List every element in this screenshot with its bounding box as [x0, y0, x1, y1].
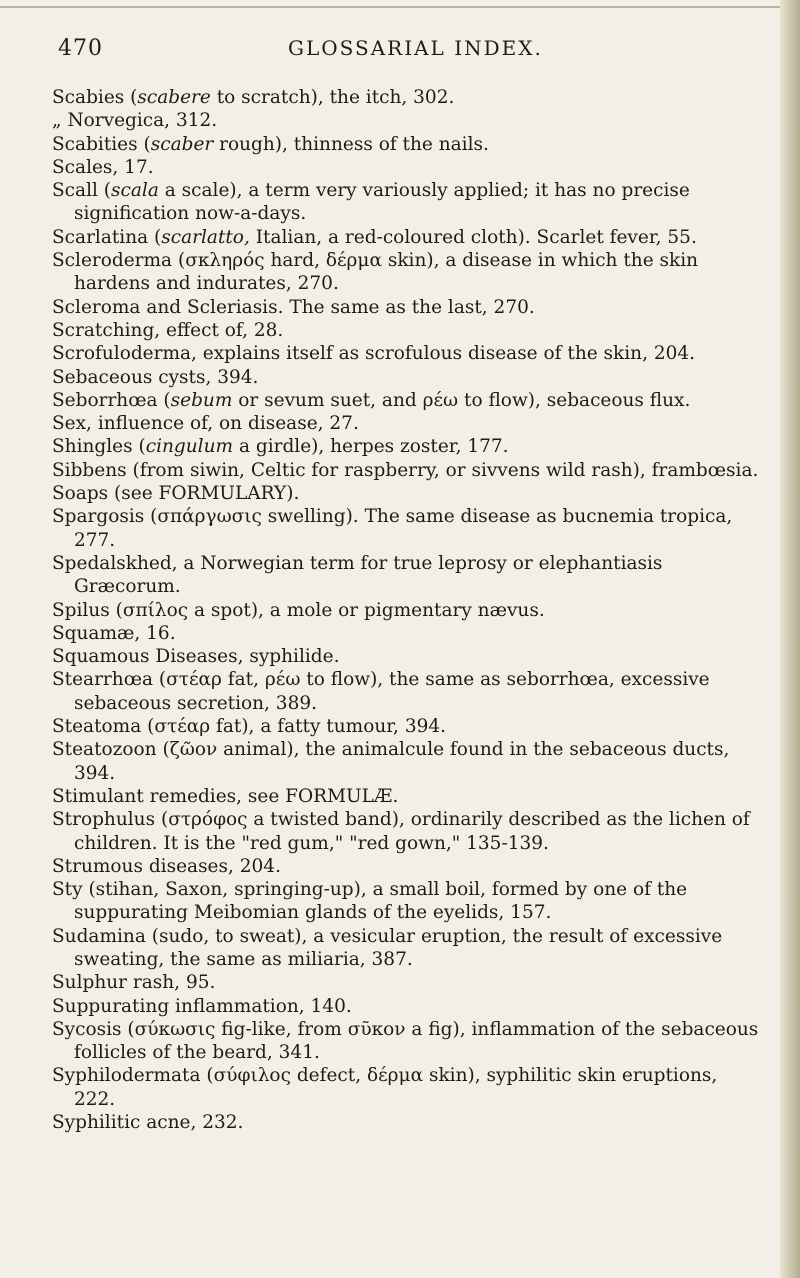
- glossary-entry: [52, 249, 764, 296]
- glossary-entry: [52, 878, 764, 925]
- glossary-entry: [52, 808, 764, 855]
- glossary-entry: [52, 925, 764, 972]
- page-number: 470: [58, 36, 103, 61]
- entry-etymology: scala: [111, 180, 159, 202]
- entry-etymology: sebum: [170, 389, 233, 411]
- glossary-entry: [52, 366, 764, 389]
- glossary-entry: [52, 389, 764, 412]
- glossary-entry: [52, 109, 764, 132]
- glossary-entry: [52, 738, 764, 785]
- entry-term: Scales, 17.: [52, 156, 154, 178]
- glossary-entry: [52, 459, 764, 482]
- running-head: GLOSSARIAL INDEX.: [288, 36, 543, 60]
- entry-paren: (: [157, 389, 171, 411]
- entry-term: Scabies: [52, 87, 125, 108]
- glossary-entry: [52, 86, 764, 109]
- entry-definition: Italian, a red-coloured cloth). Scarlet fever, 55.: [249, 226, 697, 248]
- glossary-entry: [52, 995, 764, 1018]
- glossary-entry: [52, 505, 764, 552]
- entry-definition: rough), thinness of the nails.: [213, 133, 489, 155]
- entry-definition: (σύφιλος defect, δέρμα skin), syphilitic skin eruptions, 222.: [74, 1065, 718, 1110]
- glossary-entry: [52, 1018, 764, 1065]
- entry-term: Sibbens (from siwin, Celtic for raspberry, or sivvens wild rash), frambœsia.: [52, 459, 759, 481]
- entry-etymology: scabere: [137, 87, 211, 108]
- glossary-entry: [52, 179, 764, 226]
- entry-paren: (: [137, 133, 151, 155]
- entry-term: Syphilodermata: [52, 1065, 201, 1087]
- entry-paren: (: [97, 180, 112, 202]
- entry-term: Sty (stihan, Saxon, springing-up), a small boil, formed by one of the suppurating Meibomian glands of the eyelids, 157.: [52, 879, 688, 924]
- entry-term: Syphilitic acne, 232.: [52, 1112, 244, 1134]
- entry-definition: (στέαρ fat), a fatty tumour, 394.: [141, 716, 447, 738]
- entry-term: Stearrhœa: [52, 669, 154, 691]
- entry-definition: (σπάργωσις swelling). The same disease as bucnemia tropica, 277.: [74, 506, 733, 551]
- entry-term: Scarlatina: [52, 226, 149, 248]
- glossary-entry: [52, 319, 764, 342]
- glossary-entry: [52, 855, 764, 878]
- entry-definition: (στέαρ fat, ρέω to flow), the same as seborrhœa, excessive sebaceous secretion, 389.: [74, 669, 710, 714]
- entry-term: Sudamina (sudo, to sweat), a vesicular eruption, the result of excessive sweating, the same as miliaria, 387.: [52, 925, 723, 970]
- entry-definition: (σκληρός hard, δέρμα skin), a disease in which the skin hardens and indurates, 270.: [74, 250, 699, 295]
- glossary-entry: [52, 482, 764, 505]
- entry-definition: (ζῶον animal), the animalcule found in the sebaceous ducts, 394.: [74, 739, 730, 784]
- glossary-entry: [52, 226, 764, 249]
- entry-term: Sex, influence of, on disease, 27.: [52, 413, 359, 435]
- entry-definition: a scale), a term very variously applied; it has no precise signification now-a-days.: [74, 180, 690, 225]
- glossary-entry: [52, 156, 764, 179]
- entry-term: Shingles: [52, 436, 133, 458]
- entry-etymology: cingulum: [145, 436, 234, 458]
- entry-term: Scrofuloderma, explains itself as scrofulous disease of the skin, 204.: [52, 343, 696, 365]
- glossary-entry: [52, 133, 764, 156]
- glossary-entry: [52, 552, 764, 599]
- entry-paren: (: [132, 436, 146, 458]
- entry-etymology: scarlatto,: [161, 226, 250, 248]
- glossary-entry: [52, 785, 764, 808]
- entry-term: Scabities: [52, 133, 138, 155]
- entry-term: Scratching, effect of, 28.: [52, 319, 284, 341]
- entry-term: Scleroderma: [52, 250, 173, 272]
- entry-term: Sebaceous cysts, 394.: [52, 366, 259, 388]
- entry-definition: (σύκωσις fig-like, from σῦκον a fig), inflammation of the sebaceous follicles of the beard, 341.: [74, 1018, 759, 1064]
- entry-definition: (στρόφος a twisted band), ordinarily described as the lichen of children. It is the "red gum," "red gown," 135-139.: [74, 809, 750, 854]
- entry-term: Steatoma: [52, 716, 142, 738]
- entry-term: Soaps (see FORMULARY).: [52, 483, 300, 505]
- entry-term: Spedalskhed, a Norwegian term for true leprosy or elephantiasis Græcorum.: [52, 552, 663, 598]
- glossary-entry: [52, 296, 764, 319]
- entry-term: Stimulant remedies, see FORMULÆ.: [52, 785, 399, 807]
- entry-term: „ Norvegica, 312.: [52, 110, 218, 132]
- glossary-entry: [52, 668, 764, 715]
- entry-definition: a girdle), herpes zoster, 177.: [233, 436, 509, 458]
- glossary-entry: [52, 342, 764, 365]
- entry-term: Sulphur rash, 95.: [52, 972, 216, 994]
- glossary-entry: [52, 1064, 764, 1111]
- entry-term: Strophulus: [52, 809, 156, 831]
- entry-term: Scleroma and Scleriasis. The same as the last, 270.: [52, 296, 535, 318]
- entry-term: Suppurating inflammation, 140.: [52, 995, 352, 1017]
- glossary-entry: [52, 645, 764, 668]
- entry-term: Strumous diseases, 204.: [52, 855, 281, 877]
- entry-definition: or sevum suet, and ρέω to flow), sebaceous flux.: [232, 389, 691, 411]
- glossary-entry: [52, 599, 764, 622]
- glossary-entry: [52, 715, 764, 738]
- entry-term: Squamous Diseases, syphilide.: [52, 646, 340, 668]
- entry-paren: (: [148, 226, 162, 248]
- glossary-entries: [52, 86, 764, 1134]
- entry-term: Spilus: [52, 599, 110, 621]
- entry-term: Spargosis: [52, 506, 145, 528]
- entry-term: Squamæ, 16.: [52, 622, 176, 644]
- entry-term: Sycosis: [52, 1018, 122, 1040]
- page-edge: [780, 0, 800, 1278]
- top-rule: [0, 6, 780, 8]
- glossary-entry: [52, 622, 764, 645]
- glossary-entry: [52, 435, 764, 458]
- entry-definition: (σπίλος a spot), a mole or pigmentary nævus.: [109, 599, 545, 621]
- entry-term: Seborrhœa: [52, 389, 158, 411]
- entry-paren: (: [124, 87, 138, 108]
- glossary-entry: [52, 1111, 764, 1134]
- entry-etymology: scaber: [150, 133, 214, 155]
- entry-term: Scall: [52, 180, 98, 202]
- entry-definition: to scratch), the itch, 302.: [210, 87, 455, 108]
- glossary-entry: [52, 412, 764, 435]
- glossary-entry: [52, 971, 764, 994]
- entry-term: Steatozoon: [52, 739, 157, 761]
- page-header: [48, 32, 748, 72]
